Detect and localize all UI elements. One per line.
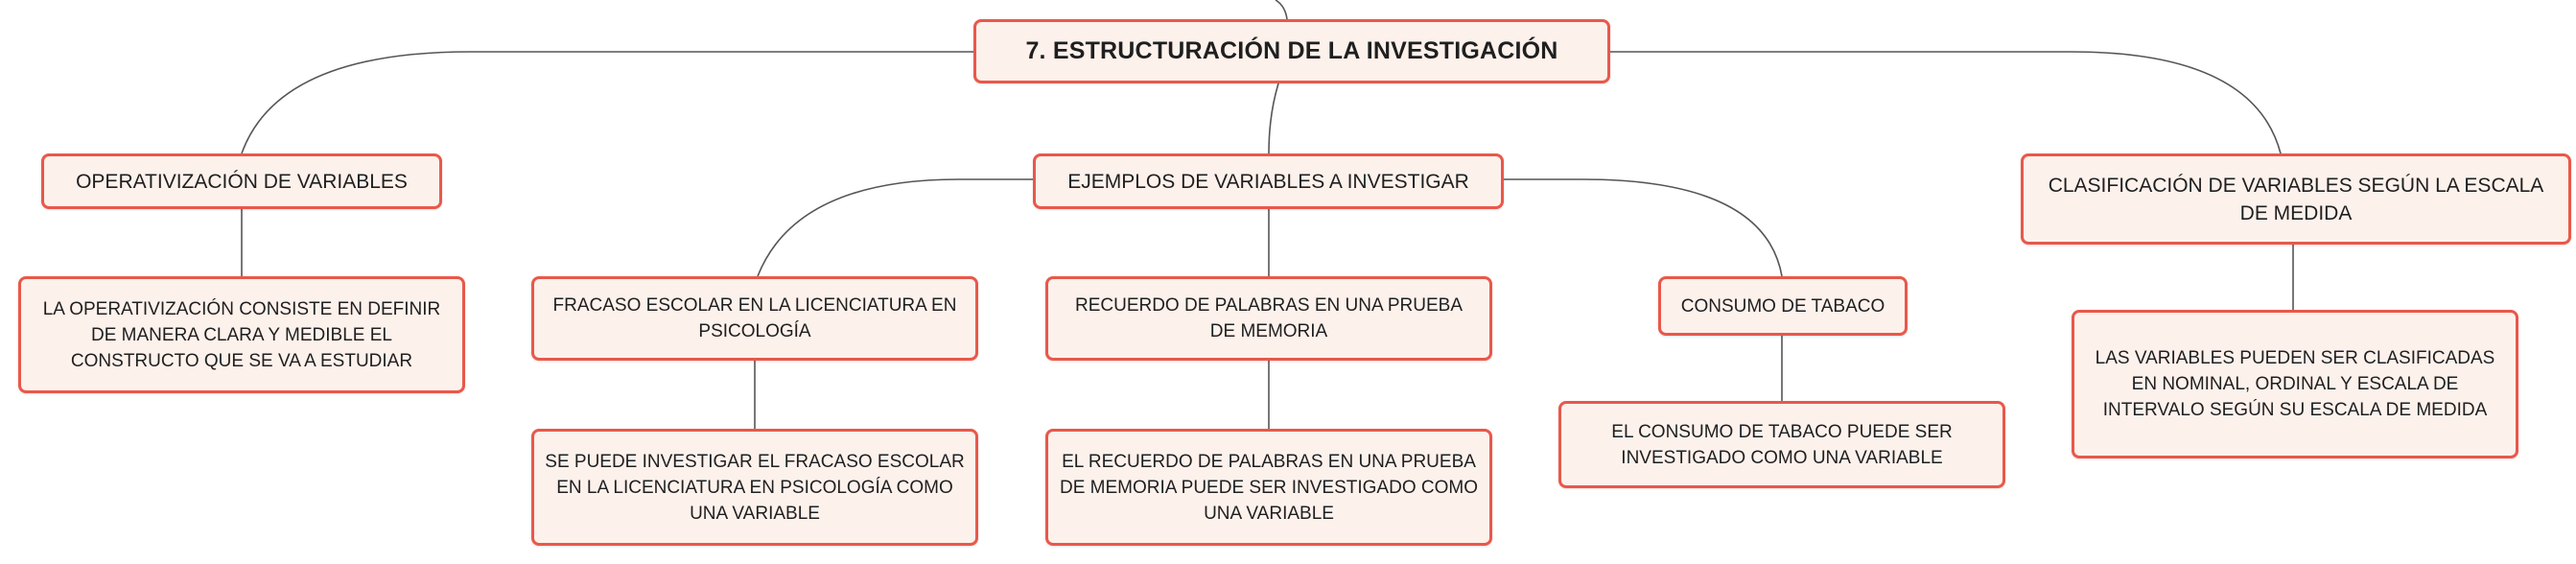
topic-operativizacion[interactable]: OPERATIVIZACIÓN DE VARIABLES [41,153,442,209]
topic-ejemplos[interactable]: EJEMPLOS DE VARIABLES A INVESTIGAR [1033,153,1504,209]
subtopic-clasificacion-detail[interactable]: LAS VARIABLES PUEDEN SER CLASIFICADAS EN NOMINAL, ORDINAL Y ESCALA DE INTERVALO SEGÚN SU ESCALA DE MEDIDA [2072,310,2518,458]
detail-fracaso-escolar[interactable]: SE PUEDE INVESTIGAR EL FRACASO ESCOLAR EN LA LICENCIATURA EN PSICOLOGÍA COMO UNA VARIABLE [531,429,978,546]
connector-ejemplos-fracaso [758,179,1033,276]
connector-incoming [1276,0,1287,19]
subtopic-fracaso-escolar[interactable]: FRACASO ESCOLAR EN LA LICENCIATURA EN PSICOLOGÍA [531,276,978,361]
detail-recuerdo-palabras[interactable]: EL RECUERDO DE PALABRAS EN UNA PRUEBA DE MEMORIA PUEDE SER INVESTIGADO COMO UNA VARIABLE [1045,429,1492,546]
connector-root-clasificacion [1610,52,2281,153]
subtopic-consumo-tabaco[interactable]: CONSUMO DE TABACO [1658,276,1908,336]
detail-consumo-tabaco[interactable]: EL CONSUMO DE TABACO PUEDE SER INVESTIGADO COMO UNA VARIABLE [1558,401,2005,488]
connector-ejemplos-tabaco [1504,179,1782,276]
subtopic-recuerdo-palabras[interactable]: RECUERDO DE PALABRAS EN UNA PRUEBA DE MEMORIA [1045,276,1492,361]
connector-root-operativizacion [242,52,973,153]
connector-root-ejemplos [1269,83,1278,153]
root-topic[interactable]: 7. ESTRUCTURACIÓN DE LA INVESTIGACIÓN [973,19,1610,83]
topic-clasificacion[interactable]: CLASIFICACIÓN DE VARIABLES SEGÚN LA ESCALA DE MEDIDA [2021,153,2571,245]
subtopic-operativizacion-detail[interactable]: LA OPERATIVIZACIÓN CONSISTE EN DEFINIR DE MANERA CLARA Y MEDIBLE EL CONSTRUCTO QUE SE VA A ESTUDIAR [18,276,465,393]
